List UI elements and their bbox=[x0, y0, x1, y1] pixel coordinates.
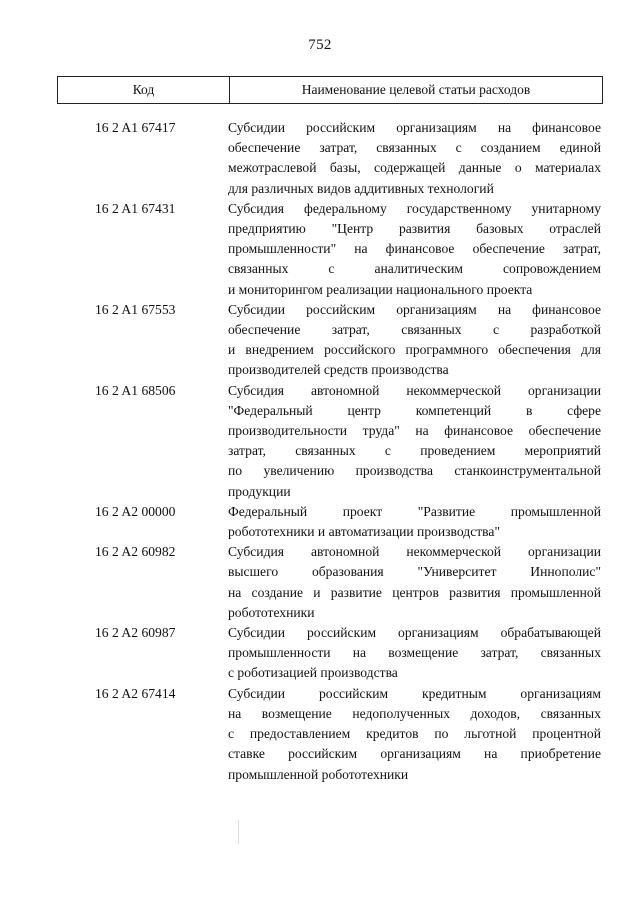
description-line: "Федеральный центр компетенций в сфере bbox=[228, 402, 601, 418]
row-description bbox=[228, 502, 601, 542]
table-row bbox=[0, 118, 640, 199]
row-description bbox=[228, 118, 601, 199]
row-description bbox=[228, 300, 601, 381]
row-description bbox=[228, 623, 601, 684]
description-line: по увеличению производства станкоинструментальной bbox=[228, 463, 601, 479]
description-line: и внедрением российского программного обеспечения для bbox=[228, 342, 601, 358]
description-line: промышленности на возмещение затрат, связанных bbox=[228, 645, 601, 661]
table-row bbox=[0, 199, 640, 300]
page-number: 752 bbox=[308, 37, 332, 53]
table-row bbox=[0, 381, 640, 502]
description-line: Субсидии российским кредитным организациям bbox=[228, 685, 601, 701]
description-line: затрат, связанных с проведением мероприятий bbox=[228, 443, 601, 459]
description-line: для различных видов аддитивных технологий bbox=[228, 180, 494, 196]
description-line: предприятию "Центр развития базовых отраслей bbox=[228, 221, 601, 237]
description-line: на возмещение недополученных доходов, связанных bbox=[228, 705, 601, 721]
header-name: Наименование целевой статьи расходов bbox=[301, 82, 531, 97]
description-line: Субсидия автономной некоммерческой организации bbox=[228, 544, 601, 560]
description-line: производителей средств производства bbox=[228, 362, 449, 378]
description-line: связанных с аналитическим сопровождением bbox=[228, 261, 601, 277]
table-header bbox=[57, 76, 603, 104]
description-line: обеспечение затрат, связанных с созданием единой bbox=[228, 140, 601, 156]
row-description bbox=[228, 684, 601, 785]
description-line: промышленной робототехники bbox=[228, 766, 409, 782]
table-row bbox=[0, 300, 640, 381]
row-code: 16 2 A1 67431 bbox=[95, 200, 176, 216]
row-description bbox=[228, 199, 601, 300]
table-body bbox=[0, 118, 640, 785]
row-code: 16 2 A1 67417 bbox=[95, 120, 176, 135]
table-row bbox=[0, 623, 640, 684]
description-line: с предоставлением кредитов по льготной процентной bbox=[228, 726, 601, 742]
row-description bbox=[228, 542, 601, 623]
description-line: Субсидии российским организациям на финансовое bbox=[228, 301, 601, 317]
description-line: ставке российским организациям на приобретение bbox=[228, 746, 601, 762]
header-code: Код bbox=[58, 77, 230, 103]
description-line: с роботизацией производства bbox=[228, 665, 398, 681]
description-line: Федеральный проект "Развитие промышленной bbox=[228, 503, 601, 519]
description-line: высшего образования "Университет Иннополис" bbox=[228, 564, 601, 580]
table-row bbox=[0, 684, 640, 785]
row-code: 16 2 A2 60987 bbox=[95, 625, 176, 641]
description-line: на создание и развитие центров развития промышленной bbox=[228, 584, 601, 600]
table-row bbox=[0, 502, 640, 542]
description-line: продукции bbox=[228, 483, 291, 499]
description-line: межотраслевой базы, содержащей данные о материалах bbox=[228, 160, 601, 176]
scan-mark bbox=[238, 820, 241, 844]
description-line: Субсидия федеральному государственному унитарному bbox=[228, 200, 601, 216]
description-line: и мониторингом реализации национального проекта bbox=[228, 281, 533, 297]
description-line: Субсидии российским организациям на финансовое bbox=[228, 120, 601, 135]
description-line: робототехники и автоматизации производства" bbox=[228, 524, 500, 540]
row-code: 16 2 A2 00000 bbox=[95, 503, 176, 519]
description-line: Субсидии российским организациям обрабатывающей bbox=[228, 625, 601, 641]
row-code: 16 2 A1 68506 bbox=[95, 382, 176, 398]
row-code: 16 2 A1 67553 bbox=[95, 301, 176, 317]
description-line: производительности труда" на финансовое обеспечение bbox=[228, 423, 601, 439]
description-line: обеспечение затрат, связанных с разработкой bbox=[228, 322, 601, 338]
table-row bbox=[0, 542, 640, 623]
row-code: 16 2 A2 67414 bbox=[95, 685, 176, 701]
description-line: промышленности" на финансовое обеспечение затрат, bbox=[228, 241, 601, 257]
row-description bbox=[228, 381, 601, 502]
row-code: 16 2 A2 60982 bbox=[95, 544, 176, 560]
description-line: Субсидия автономной некоммерческой организации bbox=[228, 382, 601, 398]
description-line: робототехники bbox=[228, 604, 315, 620]
